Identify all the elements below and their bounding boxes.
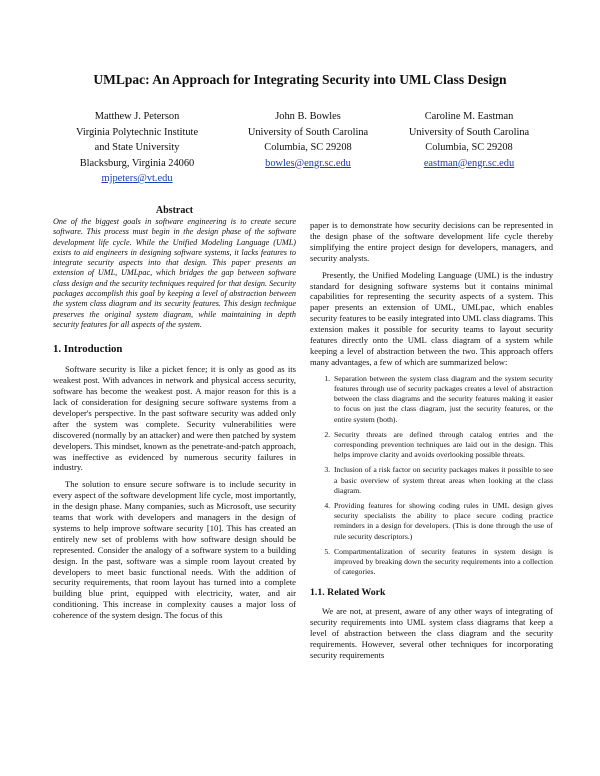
author-3	[386, 109, 552, 171]
author-affiliation: University of South Carolina	[408, 126, 530, 138]
author-affiliation: University of South Carolina	[247, 126, 369, 138]
author-location: Columbia, SC 29208	[425, 142, 513, 153]
list-item: 5. Compartmentalization of security features in system design is improved by breaking down the security requirements into a collection of categories.	[332, 547, 553, 578]
author-affiliation: Virginia Polytechnic Institute	[75, 126, 199, 138]
author-name: Caroline M. Eastman	[424, 111, 514, 122]
section-heading-introduction: 1. Introduction	[53, 343, 123, 356]
author-email-link[interactable]: mjpeters@vt.edu	[101, 173, 173, 184]
list-item: 2. Security threats are defined through catalog entries and the corresponding prevention techniques are laid out in the design. This helps improve clarity and avoids overlooking possible threats.	[332, 430, 553, 461]
author-2	[228, 109, 388, 171]
list-item: 4. Providing features for showing coding rules in UML design gives security specialists the ability to place secure coding practice reminders in a design for developers. (This is done through the use of rule security descriptors.)	[332, 501, 553, 542]
list-item: 3. Inclusion of a risk factor on security packages makes it possible to see a basic overview of system threat areas when looking at the class diagram.	[332, 465, 553, 496]
author-location: Blacksburg, Virginia 24060	[79, 157, 195, 169]
right-column	[310, 220, 553, 667]
subsection-heading-related-work: 1.1. Related Work	[310, 587, 386, 599]
author-email-link[interactable]: bowles@engr.sc.edu	[265, 157, 351, 169]
author-affiliation-line2: and State University	[94, 142, 180, 153]
author-location: Columbia, SC 29208	[264, 142, 352, 153]
abstract-text: One of the biggest goals in software engineering is to create secure software. This process must begin in the design phase of the software development life cycle. While the Unified Modeling Language (UML) exists to aid engineers in designing software systems, it lacks features to integrate security aspects into that design. This paper presents an extension of UML, UMLpac, which bridges the gap between software class design and the security techniques required for that design. Security packages accomplish this goal by keeping a level of abstraction between the system class diagram and its security features. This design technique preserves the original system diagram, while maintaining in depth security features for all aspects of the system.	[53, 217, 296, 329]
intro-paragraph-4: Presently, the Unified Modeling Language (UML) is the industry standard for designing software systems but it contains minimal capabilities for representing the security aspects of a system. This paper presents an extension of UML, UMLpac, which enables security features to be easily integrated into UML class diagrams. This extension makes it possible for security teams to layout security features directly onto the UML class diagram of a system while keeping a level of abstraction between the two. This approach offers many advantages, a few of which are summarized below:	[310, 269, 553, 367]
author-email-link[interactable]: eastman@engr.sc.edu	[423, 157, 515, 169]
paper-title: UMLpac: An Approach for Integrating Security into UML Class Design	[93, 72, 507, 87]
author-1	[52, 109, 222, 187]
intro-paragraph-1: Software security is like a picket fence; it is only as good as its weakest post. With advances in network and physical access security, software has become the weakest post. A major reason for this is a lack of consideration for designing secure software systems from a developer's perspective. In the past software security was added only after the system was complete. Security vulnerabilities were discovered (normally by an attacker) and were then patched by system developers. This mindset, known as the penetrate-and-patch approach, was ineffective as evidenced by numerous security failures in industry.	[53, 364, 296, 473]
list-item: 1. Separation between the system class diagram and the system security features through use of security packages creates a level of abstraction between the class diagrams and the security features making it easier to focus on just the class diagram, just the security features, or the entire system (both).	[332, 374, 553, 425]
related-work-paragraph: We are not, at present, aware of any other ways of integrating of security requirements into UML system class diagrams that keep a level of abstraction between the class diagram and the security requirements. However, several other techniques for incorporating security requirements	[310, 606, 553, 661]
author-name: Matthew J. Peterson	[94, 111, 180, 122]
abstract-heading: Abstract	[155, 205, 194, 216]
advantages-list	[310, 374, 553, 578]
intro-paragraph-2: The solution to ensure secure software is to include security in every aspect of the software development life cycle, most importantly, in the design phase. Many companies, such as Microsoft, use security teams that work with developers and managers in the design of systems to help improve software security [10]. This has created an entirely new set of problems with how software design should be represented. Consider the analogy of a software system to a building design. In the past, software was a simple room layout created by developers to meet basic functional needs. With the addition of security requirements, that room layout has turned into a complete building blue print, equipped with electricity, water, and air conditioning. This increase in complexity causes a major loss of coherence of the system design. The focus of this	[53, 479, 296, 621]
left-column	[53, 205, 296, 627]
author-name: John B. Bowles	[275, 111, 341, 122]
intro-paragraph-3: paper is to demonstrate how security decisions can be represented in the design phase of the software development life cycle thereby simplifying the entire project design for developers, managers, and security analysts.	[310, 220, 553, 263]
